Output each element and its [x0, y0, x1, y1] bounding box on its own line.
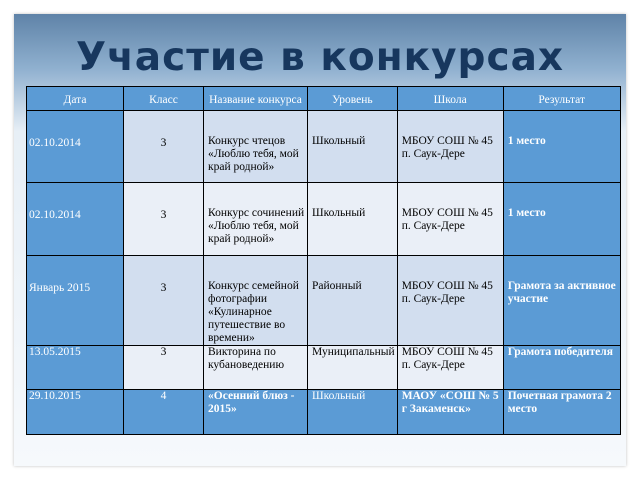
cell-class: 3 [124, 256, 204, 346]
header-class: Класс [124, 87, 204, 111]
cell-level: Школьный [308, 390, 398, 435]
cell-date: Январь 2015 [27, 256, 124, 346]
cell-result: Грамота победителя [503, 346, 620, 390]
cell-class: 3 [124, 346, 204, 390]
header-result: Результат [503, 87, 620, 111]
cell-class: 3 [124, 183, 204, 256]
header-contest: Название конкурса [204, 87, 308, 111]
table-header-row [27, 87, 621, 111]
cell-contest: «Осенний блюз - 2015» [204, 390, 308, 435]
table-row [27, 346, 621, 390]
cell-level: Муниципальный [308, 346, 398, 390]
cell-date: 29.10.2015 [27, 390, 124, 435]
cell-school: МБОУ СОШ № 45 п. Саук-Дере [397, 256, 503, 346]
cell-date: 02.10.2014 [27, 111, 124, 183]
cell-result: Грамота за активное участие [503, 256, 620, 346]
cell-level: Школьный [308, 183, 398, 256]
header-school: Школа [397, 87, 503, 111]
cell-result: 1 место [503, 183, 620, 256]
cell-contest: Конкурс чтецов «Люблю тебя, мой край родной» [204, 111, 308, 183]
cell-school: МБОУ СОШ № 45 п. Саук-Дере [397, 183, 503, 256]
cell-contest: Конкурс сочинений «Люблю тебя, мой край родной» [204, 183, 308, 256]
cell-level: Районный [308, 256, 398, 346]
contests-table [26, 86, 621, 435]
cell-contest: Викторина по кубановедению [204, 346, 308, 390]
cell-level: Школьный [308, 111, 398, 183]
cell-date: 13.05.2015 [27, 346, 124, 390]
page-title: Участие в конкурсах [75, 35, 565, 80]
cell-class: 4 [124, 390, 204, 435]
cell-result: 1 место [503, 111, 620, 183]
table-row [27, 183, 621, 256]
header-date: Дата [27, 87, 124, 111]
cell-school: МБОУ СОШ № 45 п. Саук-Дере [397, 346, 503, 390]
cell-result: Почетная грамота 2 место [503, 390, 620, 435]
cell-contest: Конкурс семейной фотографии «Кулинарное путешествие во времени» [204, 256, 308, 346]
cell-school: МАОУ «СОШ № 5 г Закаменск» [397, 390, 503, 435]
cell-school: МБОУ СОШ № 45 п. Саук-Дере [397, 111, 503, 183]
cell-class: 3 [124, 111, 204, 183]
table-row [27, 111, 621, 183]
table-row [27, 256, 621, 346]
header-level: Уровень [308, 87, 398, 111]
cell-date: 02.10.2014 [27, 183, 124, 256]
table-row [27, 390, 621, 435]
